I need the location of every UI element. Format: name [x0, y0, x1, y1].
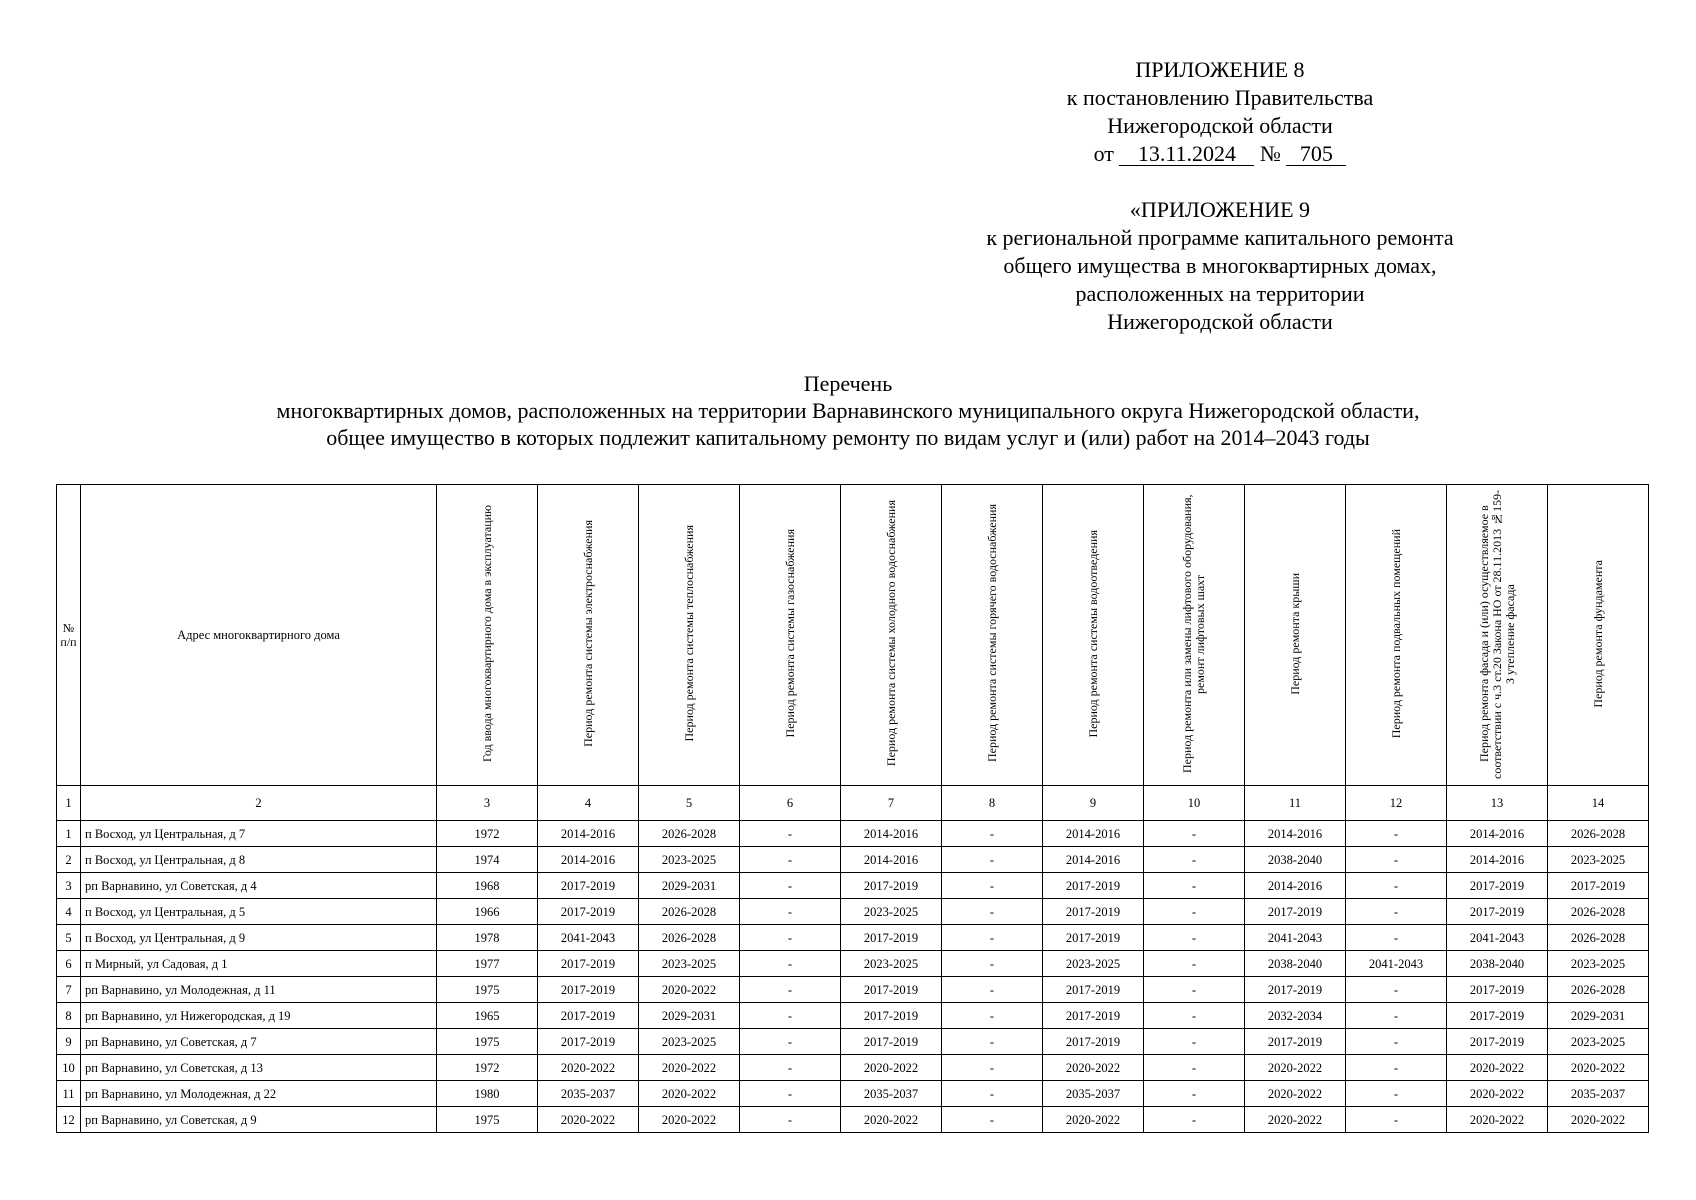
header-cell — [1043, 485, 1144, 786]
table-cell: 2020-2022 — [1548, 1107, 1649, 1133]
table-cell: - — [942, 873, 1043, 899]
table-cell: 2014-2016 — [1043, 821, 1144, 847]
appendix-9-title: «ПРИЛОЖЕНИЕ 9 — [1129, 197, 1311, 222]
appendix-8-header — [900, 56, 1540, 168]
table-cell: 2029-2031 — [1548, 1003, 1649, 1029]
header-label: Период ремонта системы водоотведения — [1085, 529, 1100, 738]
table-row — [57, 873, 1649, 899]
table-cell: - — [942, 1003, 1043, 1029]
table-cell: 2020-2022 — [1447, 1055, 1548, 1081]
table-cell: 2026-2028 — [639, 925, 740, 951]
table-cell: - — [1144, 1029, 1245, 1055]
table-cell: - — [740, 1107, 841, 1133]
region-name: Нижегородской области — [1107, 113, 1333, 138]
header-label: Период ремонта системы горячего водоснабжения — [984, 504, 999, 763]
row-number-cell: 5 — [57, 925, 81, 951]
resolution-date: 13.11.2024 — [1119, 143, 1254, 166]
table-body — [57, 786, 1649, 1133]
column-number-cell: 8 — [942, 786, 1043, 821]
title-line-1: Перечень — [803, 371, 893, 396]
table-cell: - — [1144, 899, 1245, 925]
address-cell: п Мирный, ул Садовая, д 1 — [81, 951, 437, 977]
table-cell: - — [942, 821, 1043, 847]
table-cell: - — [1346, 1003, 1447, 1029]
title-line-2: многоквартирных домов, расположенных на территории Варнавинского муниципального округа Нижегородской области, — [276, 398, 1420, 423]
table-row — [57, 951, 1649, 977]
header-label: Период ремонта фасада и (или) осуществляемое в соответствии с ч.3 ст.20 Закона НО от 28.11.2013 №159-З утепление фасада — [1476, 488, 1517, 779]
table-cell: 2014-2016 — [538, 847, 639, 873]
table-cell: 2020-2022 — [1245, 1107, 1346, 1133]
table-cell: 2017-2019 — [1043, 1029, 1144, 1055]
table-cell: 1965 — [437, 1003, 538, 1029]
table-cell: - — [740, 1055, 841, 1081]
table-cell: 2017-2019 — [1043, 1003, 1144, 1029]
appendix-9-header — [900, 196, 1540, 336]
table-row — [57, 1003, 1649, 1029]
address-cell: п Восход, ул Центральная, д 5 — [81, 899, 437, 925]
table-cell: 2023-2025 — [639, 1029, 740, 1055]
header-cell — [740, 485, 841, 786]
resolution-number: 705 — [1286, 143, 1346, 166]
table-cell: 2026-2028 — [639, 899, 740, 925]
table-cell: - — [1144, 925, 1245, 951]
resolution-reference: к постановлению Правительства — [1066, 85, 1374, 110]
table-cell: 2017-2019 — [1043, 925, 1144, 951]
date-prefix: от — [1093, 141, 1114, 166]
table-cell: - — [740, 899, 841, 925]
header-label: Период ремонта фундамента — [1590, 559, 1605, 708]
row-number-cell: 2 — [57, 847, 81, 873]
table-cell: - — [740, 951, 841, 977]
table-cell: 2038-2040 — [1447, 951, 1548, 977]
table-cell: 2014-2016 — [1043, 847, 1144, 873]
table-cell: 2020-2022 — [1043, 1055, 1144, 1081]
address-cell: рп Варнавино, ул Молодежная, д 11 — [81, 977, 437, 1003]
header-label: Период ремонта крыши — [1287, 572, 1302, 695]
column-number-cell: 1 — [57, 786, 81, 821]
table-cell: 2017-2019 — [1447, 899, 1548, 925]
table-cell: 2035-2037 — [538, 1081, 639, 1107]
table-cell: 2017-2019 — [1447, 1003, 1548, 1029]
table-cell: - — [942, 925, 1043, 951]
table-cell: - — [740, 873, 841, 899]
table-cell: 2020-2022 — [639, 1055, 740, 1081]
table-cell: 2017-2019 — [538, 873, 639, 899]
table-cell: 2017-2019 — [538, 951, 639, 977]
row-number-cell: 9 — [57, 1029, 81, 1055]
address-cell: рп Варнавино, ул Советская, д 9 — [81, 1107, 437, 1133]
appendix-8-title: ПРИЛОЖЕНИЕ 8 — [1135, 57, 1305, 82]
table-row — [57, 1107, 1649, 1133]
address-cell: рп Варнавино, ул Нижегородская, д 19 — [81, 1003, 437, 1029]
table-cell: 2023-2025 — [639, 847, 740, 873]
table-cell: - — [740, 1081, 841, 1107]
header-cell — [1144, 485, 1245, 786]
table-row — [57, 925, 1649, 951]
table-cell: 2017-2019 — [841, 977, 942, 1003]
table-cell: 2035-2037 — [841, 1081, 942, 1107]
table-cell: 2017-2019 — [1245, 899, 1346, 925]
header-cell: № п/п — [57, 485, 81, 786]
row-number-cell: 3 — [57, 873, 81, 899]
table-cell: 2017-2019 — [841, 1003, 942, 1029]
table-cell: 2017-2019 — [841, 1029, 942, 1055]
table-cell: - — [1346, 899, 1447, 925]
address-cell: п Восход, ул Центральная, д 9 — [81, 925, 437, 951]
table-cell: 2032-2034 — [1245, 1003, 1346, 1029]
table-cell: 2038-2040 — [1245, 951, 1346, 977]
table-cell: 2020-2022 — [1245, 1081, 1346, 1107]
table-cell: 2017-2019 — [538, 977, 639, 1003]
table-cell: - — [942, 951, 1043, 977]
repair-schedule-table — [56, 484, 1649, 1133]
table-cell: - — [1144, 847, 1245, 873]
column-number-cell: 13 — [1447, 786, 1548, 821]
table-cell: 2035-2037 — [1548, 1081, 1649, 1107]
table-cell: 2038-2040 — [1245, 847, 1346, 873]
table-cell: 2041-2043 — [1346, 951, 1447, 977]
header-cell — [841, 485, 942, 786]
table-cell: 2023-2025 — [1043, 951, 1144, 977]
table-cell: - — [942, 1107, 1043, 1133]
table-header-row — [57, 485, 1649, 786]
table-cell: 1968 — [437, 873, 538, 899]
header-label: Период ремонта или замены лифтового оборудования, ремонт лифтовых шахт — [1180, 494, 1207, 773]
header-cell — [1447, 485, 1548, 786]
appendix-9-line-4: расположенных на территории — [1075, 281, 1365, 306]
table-cell: 2014-2016 — [1447, 847, 1548, 873]
table-cell: 2020-2022 — [639, 1081, 740, 1107]
document-title — [0, 370, 1696, 451]
table-cell: - — [740, 977, 841, 1003]
table-row — [57, 977, 1649, 1003]
appendix-9-line-2: к региональной программе капитального ремонта — [986, 225, 1454, 250]
table-cell: 2017-2019 — [538, 899, 639, 925]
table-cell: 2020-2022 — [1245, 1055, 1346, 1081]
table-cell: 2026-2028 — [1548, 821, 1649, 847]
column-number-cell: 9 — [1043, 786, 1144, 821]
table-cell: 2020-2022 — [1447, 1107, 1548, 1133]
header-cell — [1245, 485, 1346, 786]
column-number-row — [57, 786, 1649, 821]
table-cell: - — [1346, 977, 1447, 1003]
address-cell: рп Варнавино, ул Советская, д 13 — [81, 1055, 437, 1081]
table-cell: 2041-2043 — [1245, 925, 1346, 951]
table-cell: - — [1346, 1081, 1447, 1107]
table-cell: 1980 — [437, 1081, 538, 1107]
table-cell: - — [942, 977, 1043, 1003]
table-cell: - — [740, 847, 841, 873]
row-number-cell: 12 — [57, 1107, 81, 1133]
table-row — [57, 1029, 1649, 1055]
table-cell: 2020-2022 — [841, 1107, 942, 1133]
table-cell: - — [1346, 821, 1447, 847]
date-number-line — [900, 140, 1540, 168]
table-cell: - — [1144, 951, 1245, 977]
column-number-cell: 12 — [1346, 786, 1447, 821]
header-cell — [1548, 485, 1649, 786]
number-prefix: № — [1259, 141, 1281, 166]
table-cell: 2014-2016 — [841, 821, 942, 847]
table-cell: 1978 — [437, 925, 538, 951]
table-cell: 1975 — [437, 977, 538, 1003]
column-number-cell: 6 — [740, 786, 841, 821]
column-number-cell: 5 — [639, 786, 740, 821]
title-line-3: общее имущество в которых подлежит капитальному ремонту по видам услуг и (или) работ на 2014–2043 годы — [326, 425, 1370, 450]
header-cell — [639, 485, 740, 786]
table-cell: - — [1346, 1029, 1447, 1055]
table-cell: 2023-2025 — [841, 899, 942, 925]
row-number-cell: 6 — [57, 951, 81, 977]
table-cell: 2017-2019 — [841, 925, 942, 951]
table-cell: - — [740, 1029, 841, 1055]
row-number-cell: 1 — [57, 821, 81, 847]
table-cell: 1966 — [437, 899, 538, 925]
row-number-cell: 7 — [57, 977, 81, 1003]
table-cell: 2020-2022 — [1447, 1081, 1548, 1107]
table-cell: - — [1346, 847, 1447, 873]
table-cell: 2020-2022 — [639, 1107, 740, 1133]
table-row — [57, 899, 1649, 925]
table-cell: 2020-2022 — [1548, 1055, 1649, 1081]
table-cell: 2017-2019 — [1447, 873, 1548, 899]
table-cell: 2017-2019 — [1245, 977, 1346, 1003]
table-cell: - — [740, 821, 841, 847]
header-label: Период ремонта системы электроснабжения — [580, 520, 595, 747]
column-number-cell: 11 — [1245, 786, 1346, 821]
header-label: Период ремонта подвальных помещений — [1388, 528, 1403, 739]
table-cell: 2026-2028 — [1548, 977, 1649, 1003]
column-number-cell: 3 — [437, 786, 538, 821]
table-cell: 2020-2022 — [538, 1107, 639, 1133]
address-cell: рп Варнавино, ул Советская, д 7 — [81, 1029, 437, 1055]
appendix-9-line-5: Нижегородской области — [1107, 309, 1333, 334]
table-cell: 1972 — [437, 1055, 538, 1081]
table-cell: 2017-2019 — [538, 1029, 639, 1055]
table-cell: 2029-2031 — [639, 1003, 740, 1029]
table-cell: - — [942, 847, 1043, 873]
table-cell: 2014-2016 — [538, 821, 639, 847]
table-cell: 2017-2019 — [1447, 1029, 1548, 1055]
table-row — [57, 1055, 1649, 1081]
address-cell: рп Варнавино, ул Молодежная, д 22 — [81, 1081, 437, 1107]
column-number-cell: 10 — [1144, 786, 1245, 821]
header-cell — [942, 485, 1043, 786]
table-cell: - — [942, 899, 1043, 925]
header-cell: Адрес многоквартирного дома — [81, 485, 437, 786]
table-cell: - — [740, 925, 841, 951]
table-cell: - — [1346, 1107, 1447, 1133]
column-number-cell: 4 — [538, 786, 639, 821]
table-cell: 1977 — [437, 951, 538, 977]
address-cell: п Восход, ул Центральная, д 7 — [81, 821, 437, 847]
table-cell: - — [942, 1029, 1043, 1055]
table-cell: 2017-2019 — [841, 873, 942, 899]
header-label: Период ремонта системы теплоснабжения — [681, 525, 696, 742]
table-cell: 2020-2022 — [639, 977, 740, 1003]
table-cell: - — [1144, 1055, 1245, 1081]
header-label: Год ввода многоквартирного дома в эксплуатацию — [479, 504, 494, 762]
table-cell: 2017-2019 — [1043, 977, 1144, 1003]
column-number-cell: 2 — [81, 786, 437, 821]
table-cell: - — [1144, 873, 1245, 899]
address-cell: п Восход, ул Центральная, д 8 — [81, 847, 437, 873]
appendix-9-line-3: общего имущества в многоквартирных домах, — [1003, 253, 1437, 278]
row-number-cell: 4 — [57, 899, 81, 925]
table-cell: 2014-2016 — [1245, 821, 1346, 847]
table-cell: 1974 — [437, 847, 538, 873]
table-cell: 2029-2031 — [639, 873, 740, 899]
table-cell: 2017-2019 — [538, 1003, 639, 1029]
table-cell: - — [740, 1003, 841, 1029]
table-cell: - — [1144, 821, 1245, 847]
table-row — [57, 847, 1649, 873]
table-cell: 2041-2043 — [1447, 925, 1548, 951]
row-number-cell: 11 — [57, 1081, 81, 1107]
table-cell: 2035-2037 — [1043, 1081, 1144, 1107]
header-cell — [437, 485, 538, 786]
table-cell: 2020-2022 — [538, 1055, 639, 1081]
table-cell: 1975 — [437, 1107, 538, 1133]
table-cell: 2017-2019 — [1043, 873, 1144, 899]
table-cell: - — [1346, 1055, 1447, 1081]
table-cell: 2014-2016 — [1245, 873, 1346, 899]
table-cell: 2020-2022 — [1043, 1107, 1144, 1133]
table-cell: 2023-2025 — [1548, 847, 1649, 873]
table-cell: 2014-2016 — [841, 847, 942, 873]
table-cell: - — [1144, 977, 1245, 1003]
address-cell: рп Варнавино, ул Советская, д 4 — [81, 873, 437, 899]
table-cell: - — [1346, 873, 1447, 899]
table-cell: 2020-2022 — [841, 1055, 942, 1081]
table-cell: 2017-2019 — [1043, 899, 1144, 925]
table-cell: - — [1346, 925, 1447, 951]
table-cell: 2014-2016 — [1447, 821, 1548, 847]
table-cell: 2017-2019 — [1245, 1029, 1346, 1055]
table-cell: - — [1144, 1107, 1245, 1133]
table-cell: 2023-2025 — [1548, 951, 1649, 977]
table-cell: - — [942, 1055, 1043, 1081]
table-cell: - — [942, 1081, 1043, 1107]
column-number-cell: 14 — [1548, 786, 1649, 821]
table-cell: 1972 — [437, 821, 538, 847]
table-cell: 2023-2025 — [639, 951, 740, 977]
row-number-cell: 10 — [57, 1055, 81, 1081]
table-cell: 2017-2019 — [1447, 977, 1548, 1003]
header-label: Период ремонта системы газоснабжения — [782, 529, 797, 738]
table-row — [57, 1081, 1649, 1107]
table-cell: 2026-2028 — [1548, 899, 1649, 925]
table-cell: 2026-2028 — [639, 821, 740, 847]
table-cell: 2023-2025 — [1548, 1029, 1649, 1055]
table-cell: 2017-2019 — [1548, 873, 1649, 899]
column-number-cell: 7 — [841, 786, 942, 821]
table-cell: - — [1144, 1081, 1245, 1107]
table-cell: 1975 — [437, 1029, 538, 1055]
header-label: Период ремонта системы холодного водоснабжения — [883, 500, 898, 767]
header-cell — [538, 485, 639, 786]
row-number-cell: 8 — [57, 1003, 81, 1029]
header-cell — [1346, 485, 1447, 786]
table-cell: 2026-2028 — [1548, 925, 1649, 951]
table-cell: 2041-2043 — [538, 925, 639, 951]
table-row — [57, 821, 1649, 847]
table-cell: - — [1144, 1003, 1245, 1029]
table-cell: 2023-2025 — [841, 951, 942, 977]
